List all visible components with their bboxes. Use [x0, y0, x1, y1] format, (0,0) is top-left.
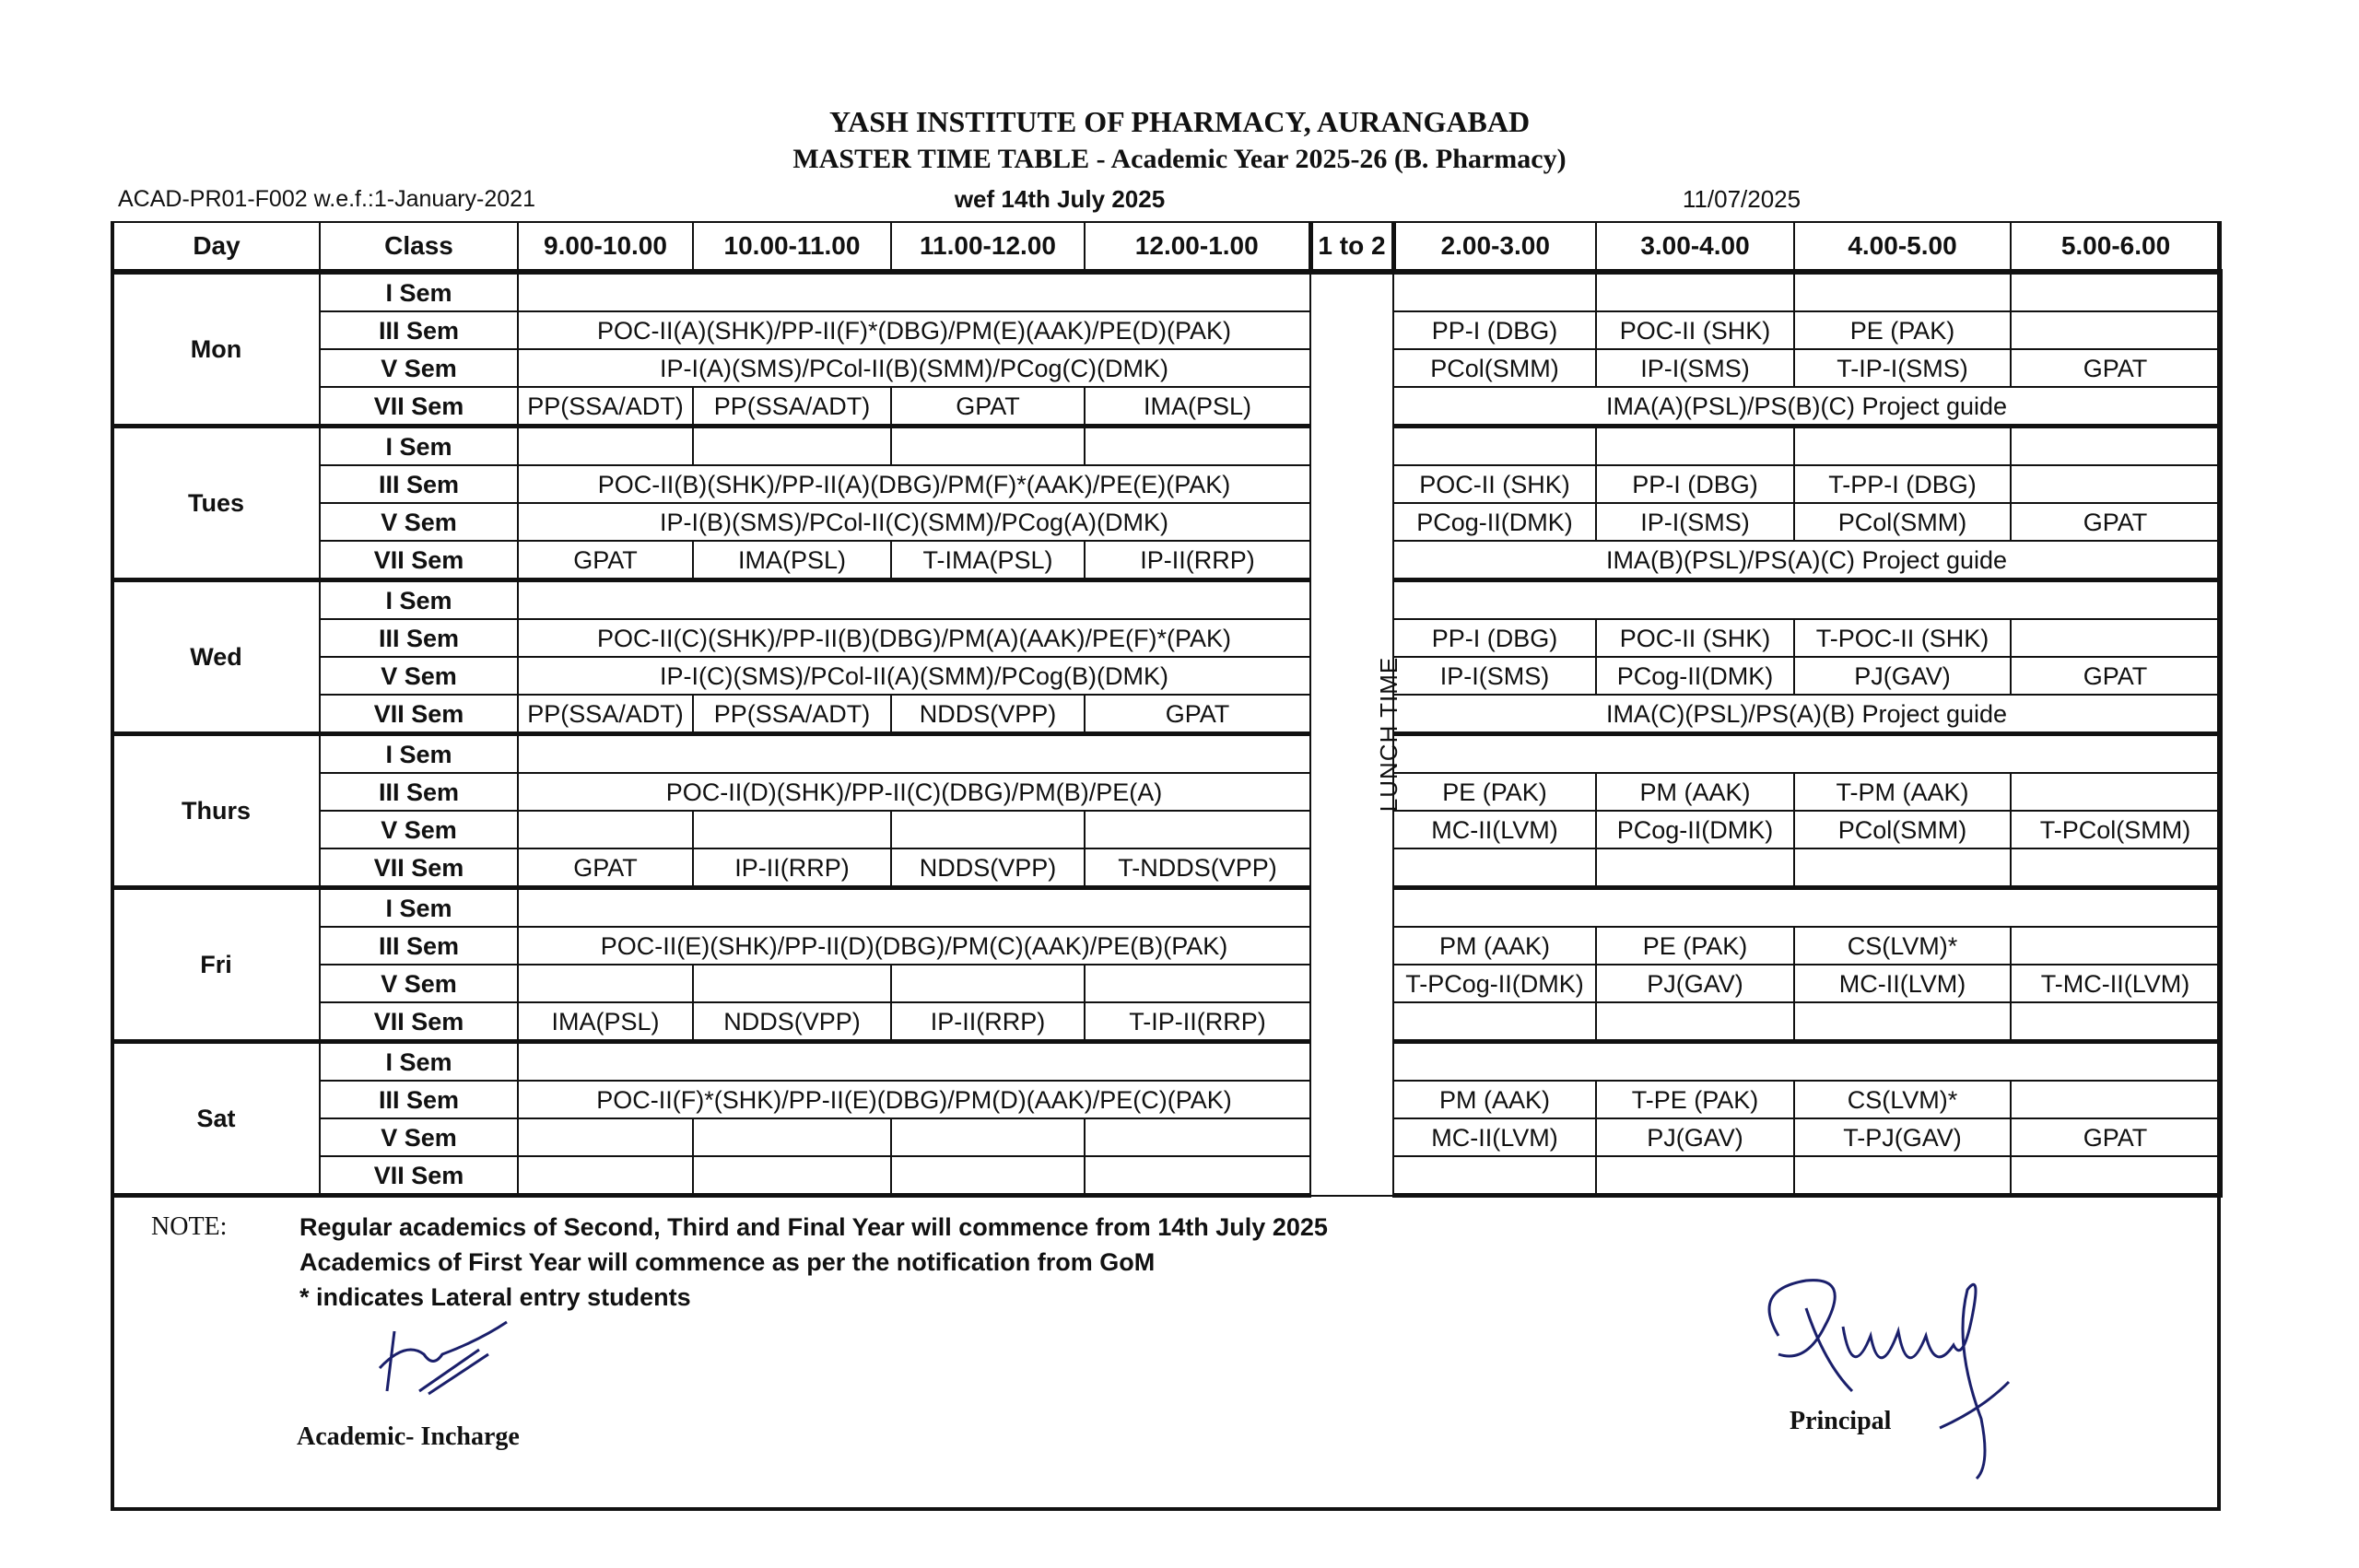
table-row — [112, 311, 2221, 349]
session-cell — [2011, 848, 2221, 888]
session-cell: PE (PAK) — [1794, 311, 2011, 349]
column-header: 3.00-4.00 — [1596, 222, 1794, 272]
session-cell: PCog-II(DMK) — [1596, 811, 1794, 848]
table-row — [112, 427, 2221, 466]
session-cell: PP-I (DBG) — [1393, 311, 1596, 349]
class-cell: III Sem — [320, 619, 518, 657]
table-row — [112, 811, 2221, 848]
note-line: * indicates Lateral entry students — [299, 1283, 691, 1311]
table-row — [112, 965, 2221, 1002]
table-row — [112, 387, 2221, 427]
table-row — [112, 1002, 2221, 1042]
session-cell: IP-I(SMS) — [1393, 657, 1596, 695]
session-cell: T-IP-I(SMS) — [1794, 349, 2011, 387]
class-cell: V Sem — [320, 349, 518, 387]
session-cell — [518, 888, 1310, 928]
session-cell: PJ(GAV) — [1794, 657, 2011, 695]
session-cell: T-PP-I (DBG) — [1794, 465, 2011, 503]
session-cell: POC-II(B)(SHK)/PP-II(A)(DBG)/PM(F)*(AAK)/PE(E)(PAK) — [518, 465, 1310, 503]
table-row — [112, 465, 2221, 503]
session-cell — [891, 427, 1085, 466]
session-cell — [1085, 965, 1310, 1002]
session-cell — [2011, 1156, 2221, 1196]
table-row — [112, 1081, 2221, 1118]
session-cell — [891, 1156, 1085, 1196]
session-cell: POC-II(E)(SHK)/PP-II(D)(DBG)/PM(C)(AAK)/PE(B)(PAK) — [518, 927, 1310, 965]
day-cell: Tues — [112, 427, 320, 580]
session-cell — [1085, 811, 1310, 848]
table-row — [112, 503, 2221, 541]
class-cell: V Sem — [320, 503, 518, 541]
header-row — [112, 222, 2221, 272]
class-cell: I Sem — [320, 888, 518, 928]
lunch-label: LUNCH TIME — [1375, 657, 1403, 813]
session-cell — [1596, 1156, 1794, 1196]
effective-date: wef 14th July 2025 — [954, 185, 1166, 213]
column-header: 12.00-1.00 — [1085, 222, 1310, 272]
day-cell: Mon — [112, 272, 320, 427]
note-line: Regular academics of Second, Third and Final Year will commence from 14th July 2025 — [299, 1213, 1328, 1241]
session-cell: T-IP-II(RRP) — [1085, 1002, 1310, 1042]
session-cell: PJ(GAV) — [1596, 1118, 1794, 1156]
class-cell: III Sem — [320, 1081, 518, 1118]
table-row — [112, 1118, 2221, 1156]
column-header: 1 to 2 — [1310, 222, 1393, 272]
session-cell: IMA(PSL) — [1085, 387, 1310, 427]
session-cell — [1596, 1002, 1794, 1042]
class-cell: I Sem — [320, 272, 518, 311]
session-cell — [1794, 848, 2011, 888]
day-cell: Wed — [112, 580, 320, 734]
session-cell: MC-II(LVM) — [1794, 965, 2011, 1002]
table-row — [112, 848, 2221, 888]
day-cell: Fri — [112, 888, 320, 1042]
session-cell: PCog-II(DMK) — [1393, 503, 1596, 541]
session-cell: CS(LVM)* — [1794, 927, 2011, 965]
note-line: Academics of First Year will commence as per the notification from GoM — [299, 1248, 1156, 1276]
session-cell — [2011, 1081, 2221, 1118]
session-cell: T-PCol(SMM) — [2011, 811, 2221, 848]
session-cell: GPAT — [518, 541, 693, 580]
column-header: Day — [112, 222, 320, 272]
session-cell: POC-II(F)*(SHK)/PP-II(E)(DBG)/PM(D)(AAK)/PE(C)(PAK) — [518, 1081, 1310, 1118]
session-cell — [1393, 1002, 1596, 1042]
class-cell: V Sem — [320, 811, 518, 848]
session-cell: T-PCog-II(DMK) — [1393, 965, 1596, 1002]
column-header: 4.00-5.00 — [1794, 222, 2011, 272]
session-cell: GPAT — [1085, 695, 1310, 734]
session-cell — [1393, 848, 1596, 888]
session-cell — [518, 272, 1310, 311]
session-cell: PM (AAK) — [1596, 773, 1794, 811]
session-cell — [518, 1118, 693, 1156]
session-cell — [1794, 1002, 2011, 1042]
session-cell: NDDS(VPP) — [693, 1002, 891, 1042]
academic-incharge-label: Academic- Incharge — [297, 1422, 520, 1451]
session-cell — [693, 965, 891, 1002]
table-row — [112, 773, 2221, 811]
session-cell — [891, 811, 1085, 848]
session-cell: IMA(A)(PSL)/PS(B)(C) Project guide — [1393, 387, 2221, 427]
session-cell: POC-II (SHK) — [1596, 311, 1794, 349]
session-cell: POC-II (SHK) — [1596, 619, 1794, 657]
timetable — [111, 221, 2223, 1198]
session-cell — [2011, 927, 2221, 965]
session-cell: PCog-II(DMK) — [1596, 657, 1794, 695]
notes-section — [111, 1205, 1493, 1325]
session-cell: T-POC-II (SHK) — [1794, 619, 2011, 657]
session-cell: MC-II(LVM) — [1393, 811, 1596, 848]
session-cell: MC-II(LVM) — [1393, 1118, 1596, 1156]
class-cell: I Sem — [320, 734, 518, 774]
session-cell — [518, 734, 1310, 774]
session-cell — [518, 580, 1310, 620]
session-cell — [518, 1156, 693, 1196]
session-cell — [1393, 734, 2221, 774]
session-cell: T-PM (AAK) — [1794, 773, 2011, 811]
class-cell: V Sem — [320, 1118, 518, 1156]
session-cell: PJ(GAV) — [1596, 965, 1794, 1002]
session-cell: GPAT — [2011, 1118, 2221, 1156]
session-cell: IP-I(B)(SMS)/PCol-II(C)(SMM)/PCog(A)(DMK) — [518, 503, 1310, 541]
table-row — [112, 272, 2221, 311]
table-row — [112, 657, 2221, 695]
session-cell — [518, 1042, 1310, 1082]
session-cell — [1393, 1156, 1596, 1196]
session-cell — [1085, 427, 1310, 466]
form-code: ACAD-PR01-F002 w.e.f.:1-January-2021 — [118, 186, 535, 212]
session-cell: IMA(PSL) — [693, 541, 891, 580]
session-cell: POC-II(D)(SHK)/PP-II(C)(DBG)/PM(B)/PE(A) — [518, 773, 1310, 811]
session-cell: NDDS(VPP) — [891, 695, 1085, 734]
session-cell — [1393, 272, 1596, 311]
principal-signature — [1742, 1253, 2092, 1483]
session-cell — [2011, 619, 2221, 657]
table-row — [112, 541, 2221, 580]
session-cell — [1596, 848, 1794, 888]
day-cell: Sat — [112, 1042, 320, 1196]
session-cell — [1393, 888, 2221, 928]
session-cell: PP(SSA/ADT) — [693, 387, 891, 427]
session-cell: PE (PAK) — [1596, 927, 1794, 965]
session-cell: IMA(C)(PSL)/PS(A)(B) Project guide — [1393, 695, 2221, 734]
class-cell: VII Sem — [320, 1002, 518, 1042]
session-cell: GPAT — [2011, 503, 2221, 541]
session-cell — [1794, 1156, 2011, 1196]
session-cell — [891, 1118, 1085, 1156]
session-cell: PE (PAK) — [1393, 773, 1596, 811]
column-header: 2.00-3.00 — [1393, 222, 1596, 272]
session-cell — [1085, 1118, 1310, 1156]
session-cell: CS(LVM)* — [1794, 1081, 2011, 1118]
class-cell: III Sem — [320, 465, 518, 503]
column-header: 9.00-10.00 — [518, 222, 693, 272]
session-cell — [1794, 272, 2011, 311]
session-cell — [518, 811, 693, 848]
table-row — [112, 695, 2221, 734]
column-header: 10.00-11.00 — [693, 222, 891, 272]
session-cell — [1393, 1042, 2221, 1082]
session-cell: PCol(SMM) — [1393, 349, 1596, 387]
session-cell: PP(SSA/ADT) — [518, 387, 693, 427]
session-cell — [518, 965, 693, 1002]
class-cell: V Sem — [320, 657, 518, 695]
table-row — [112, 619, 2221, 657]
session-cell: T-NDDS(VPP) — [1085, 848, 1310, 888]
session-cell — [2011, 465, 2221, 503]
session-cell — [693, 427, 891, 466]
institute-name: YASH INSTITUTE OF PHARMACY, AURANGABAD — [828, 105, 1531, 138]
session-cell: POC-II(A)(SHK)/PP-II(F)*(DBG)/PM(E)(AAK)/PE(D)(PAK) — [518, 311, 1310, 349]
day-cell: Thurs — [112, 734, 320, 888]
academic-incharge-signature — [369, 1313, 553, 1396]
class-cell: VII Sem — [320, 848, 518, 888]
table-row — [112, 1042, 2221, 1082]
session-cell: IP-I(C)(SMS)/PCol-II(A)(SMM)/PCog(B)(DMK) — [518, 657, 1310, 695]
column-header: 11.00-12.00 — [891, 222, 1085, 272]
session-cell: IMA(B)(PSL)/PS(A)(C) Project guide — [1393, 541, 2221, 580]
session-cell — [2011, 272, 2221, 311]
session-cell — [693, 811, 891, 848]
class-cell: V Sem — [320, 965, 518, 1002]
session-cell — [891, 965, 1085, 1002]
session-cell: IP-II(RRP) — [1085, 541, 1310, 580]
session-cell: T-PE (PAK) — [1596, 1081, 1794, 1118]
session-cell — [1794, 427, 2011, 466]
issue-date: 11/07/2025 — [1682, 185, 1802, 213]
document-title: MASTER TIME TABLE - Academic Year 2025-26 (B. Pharmacy) — [792, 144, 1567, 174]
lunch-column — [1310, 272, 1403, 1196]
session-cell — [518, 427, 693, 466]
class-cell: VII Sem — [320, 695, 518, 734]
session-cell — [2011, 427, 2221, 466]
table-row — [112, 927, 2221, 965]
session-cell: GPAT — [891, 387, 1085, 427]
session-cell: NDDS(VPP) — [891, 848, 1085, 888]
session-cell — [693, 1118, 891, 1156]
table-row — [112, 888, 2221, 928]
class-cell: VII Sem — [320, 387, 518, 427]
session-cell: PP-I (DBG) — [1393, 619, 1596, 657]
session-cell: POC-II (SHK) — [1393, 465, 1596, 503]
class-cell: I Sem — [320, 427, 518, 466]
class-cell: I Sem — [320, 1042, 518, 1082]
class-cell: I Sem — [320, 580, 518, 620]
session-cell: T-MC-II(LVM) — [2011, 965, 2221, 1002]
class-cell: III Sem — [320, 773, 518, 811]
session-cell — [1085, 1156, 1310, 1196]
session-cell: PCol(SMM) — [1794, 811, 2011, 848]
class-cell: VII Sem — [320, 541, 518, 580]
session-cell: IP-II(RRP) — [693, 848, 891, 888]
session-cell: IP-I(SMS) — [1596, 349, 1794, 387]
session-cell — [1393, 580, 2221, 620]
session-cell: GPAT — [2011, 349, 2221, 387]
session-cell: PM (AAK) — [1393, 927, 1596, 965]
table-row — [112, 734, 2221, 774]
principal-label: Principal — [1790, 1407, 1892, 1435]
session-cell — [1596, 427, 1794, 466]
class-cell: III Sem — [320, 311, 518, 349]
session-cell — [693, 1156, 891, 1196]
session-cell: IP-II(RRP) — [891, 1002, 1085, 1042]
session-cell: PM (AAK) — [1393, 1081, 1596, 1118]
session-cell — [2011, 1002, 2221, 1042]
session-cell: PCol(SMM) — [1794, 503, 2011, 541]
table-row — [112, 1156, 2221, 1196]
session-cell: IMA(PSL) — [518, 1002, 693, 1042]
session-cell: IP-I(SMS) — [1596, 503, 1794, 541]
session-cell: POC-II(C)(SHK)/PP-II(B)(DBG)/PM(A)(AAK)/PE(F)*(PAK) — [518, 619, 1310, 657]
session-cell: GPAT — [2011, 657, 2221, 695]
session-cell: T-PJ(GAV) — [1794, 1118, 2011, 1156]
session-cell — [2011, 311, 2221, 349]
class-cell: VII Sem — [320, 1156, 518, 1196]
column-header: Class — [320, 222, 518, 272]
table-row — [112, 349, 2221, 387]
class-cell: III Sem — [320, 927, 518, 965]
session-cell: PP-I (DBG) — [1596, 465, 1794, 503]
session-cell — [2011, 773, 2221, 811]
session-cell — [1596, 272, 1794, 311]
session-cell: PP(SSA/ADT) — [518, 695, 693, 734]
column-header: 5.00-6.00 — [2011, 222, 2221, 272]
session-cell: PP(SSA/ADT) — [693, 695, 891, 734]
session-cell: GPAT — [518, 848, 693, 888]
table-row — [112, 580, 2221, 620]
session-cell — [1393, 427, 1596, 466]
note-label: NOTE: — [151, 1212, 228, 1241]
session-cell: T-IMA(PSL) — [891, 541, 1085, 580]
session-cell: IP-I(A)(SMS)/PCol-II(B)(SMM)/PCog(C)(DMK) — [518, 349, 1310, 387]
